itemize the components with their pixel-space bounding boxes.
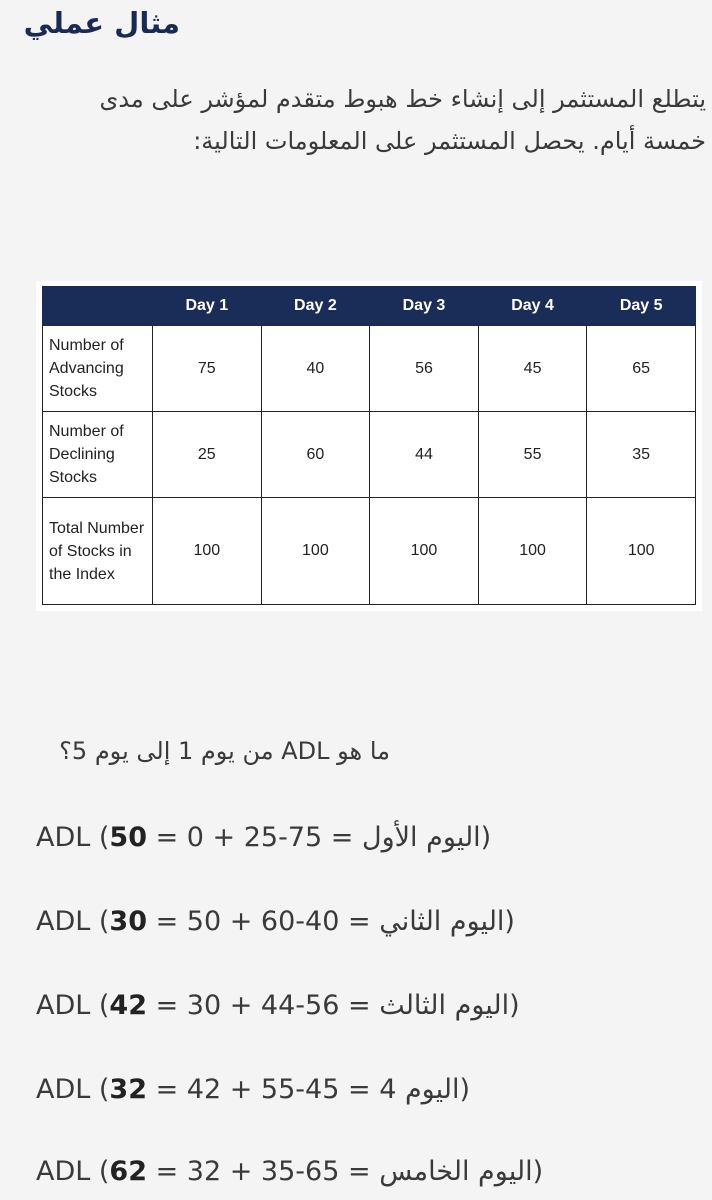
adl-calculation-line [36, 1156, 543, 1187]
table-cell: 40 [261, 326, 370, 412]
table-header-row [43, 287, 696, 326]
adl-equation: = 30 + 44-56 = [147, 990, 380, 1021]
table-cell: 100 [478, 498, 587, 605]
adl-calculation-line [36, 1074, 470, 1105]
adl-result: 32 [109, 1074, 147, 1105]
table-cell: 75 [153, 326, 262, 412]
table-cell: 35 [587, 412, 696, 498]
table-cell: 65 [587, 326, 696, 412]
table-cell: 55 [478, 412, 587, 498]
adl-result: 42 [109, 990, 147, 1021]
adl-day-label: (اليوم الخامس [379, 1156, 544, 1187]
table-cell: 25 [153, 412, 262, 498]
table-cell: 100 [261, 498, 370, 605]
adl-prefix: ADL ( [36, 822, 110, 853]
question-text: من يوم 1 إلى يوم 5؟ ADL ما هو [59, 737, 390, 765]
table-cell: 44 [370, 412, 479, 498]
row-label: Total Number of Stocks in the Index [43, 498, 153, 605]
adl-prefix: ADL ( [36, 1074, 110, 1105]
table-cell: 100 [587, 498, 696, 605]
stocks-table [42, 286, 696, 605]
table-cell: 56 [370, 326, 479, 412]
table-header-cell: Day 1 [153, 287, 262, 326]
data-table-container [36, 281, 702, 611]
table-header-cell: Day 5 [587, 287, 696, 326]
row-label: Number of Advancing Stocks [43, 326, 153, 412]
adl-equation: = 32 + 35-65 = [147, 1156, 380, 1187]
table-header-cell: Day 2 [261, 287, 370, 326]
table-row [43, 498, 696, 605]
adl-prefix: ADL ( [36, 906, 110, 937]
adl-day-label: (اليوم الثاني [379, 906, 515, 937]
table-header-cell: Day 4 [478, 287, 587, 326]
table-row [43, 412, 696, 498]
intro-paragraph: يتطلع المستثمر إلى إنشاء خط هبوط متقدم لمؤشر على مدى خمسة أيام. يحصل المستثمر على المعلومات التالية: [99, 85, 706, 155]
adl-equation: = 42 + 55-45 = [147, 1074, 380, 1105]
adl-equation: = 0 + 25-75 = [147, 822, 362, 853]
adl-prefix: ADL ( [36, 1156, 110, 1187]
adl-prefix: ADL ( [36, 990, 110, 1021]
adl-result: 30 [109, 906, 147, 937]
adl-day-label: (اليوم الثالث [379, 990, 520, 1021]
adl-result: 50 [109, 822, 147, 853]
table-cell: 60 [261, 412, 370, 498]
table-cell: 100 [153, 498, 262, 605]
table-header-cell [43, 287, 153, 326]
adl-calculation-line [36, 906, 515, 937]
adl-calculation-line [36, 990, 520, 1021]
page-heading: مثال عملي [23, 6, 180, 40]
adl-result: 62 [109, 1156, 147, 1187]
table-cell: 45 [478, 326, 587, 412]
table-cell: 100 [370, 498, 479, 605]
table-header-cell: Day 3 [370, 287, 479, 326]
adl-day-label: (اليوم 4 [379, 1074, 471, 1105]
row-label: Number of Declining Stocks [43, 412, 153, 498]
adl-equation: = 50 + 60-40 = [147, 906, 380, 937]
adl-day-label: (اليوم الأول [362, 822, 492, 853]
adl-calculation-line [36, 822, 491, 853]
table-row [43, 326, 696, 412]
